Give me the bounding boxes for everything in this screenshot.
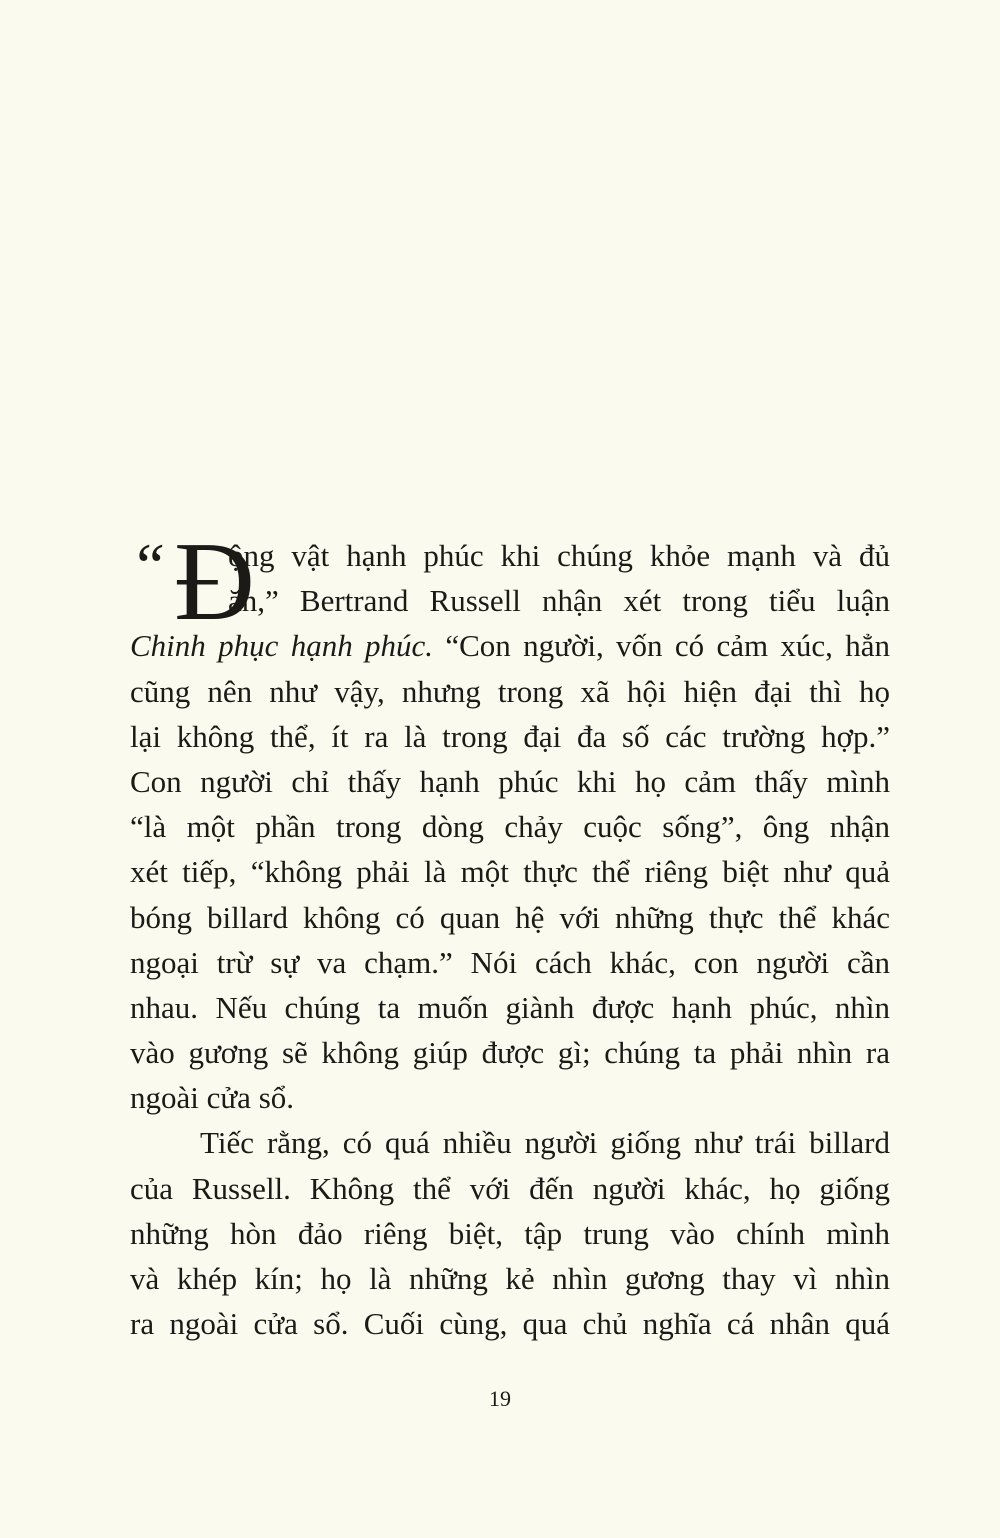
text-line: bóng billard không có quan hệ với những thực thể khác xyxy=(130,899,890,935)
text-line-rest: “Con người, vốn có cảm xúc, hẳn xyxy=(433,628,890,664)
text-line: lại không thể, ít ra là trong đại đa số các trường hợp.” xyxy=(130,718,890,754)
text-line: vào gương sẽ không giúp được gì; chúng ta phải nhìn ra xyxy=(130,1035,890,1071)
text-line: nhau. Nếu chúng ta muốn giành được hạnh phúc, nhìn xyxy=(130,989,890,1025)
text-line xyxy=(130,623,890,668)
body-text xyxy=(130,530,890,1346)
opening-quote-mark: “ xyxy=(130,530,166,601)
text-line: xét tiếp, “không phải là một thực thể riêng biệt như quả xyxy=(130,854,890,890)
book-title-italic: Chinh phục hạnh phúc. xyxy=(130,628,434,664)
text-line: “là một phần trong dòng chảy cuộc sống”, ông nhận xyxy=(130,809,890,845)
text-line: của Russell. Không thể với đến người khác, họ giống xyxy=(130,1170,890,1206)
text-line: ăn,” Bertrand Russell nhận xét trong tiểu luận xyxy=(228,583,890,619)
text-line: cũng nên như vậy, nhưng trong xã hội hiện đại thì họ xyxy=(130,673,890,709)
text-line: ngoại trừ sự va chạm.” Nói cách khác, con người cần xyxy=(130,944,890,980)
drop-cap-letter: Đ xyxy=(174,520,255,644)
page-number: 19 xyxy=(489,1386,511,1411)
text-line: ngoài cửa sổ. xyxy=(130,1080,295,1116)
text-line: Con người chỉ thấy hạnh phúc khi họ cảm thấy mình xyxy=(130,763,890,799)
text-line: những hòn đảo riêng biệt, tập trung vào chính mình xyxy=(130,1215,890,1251)
text-line: ra ngoài cửa sổ. Cuối cùng, qua chủ nghĩa cá nhân quá xyxy=(130,1306,890,1342)
text-line: và khép kín; họ là những kẻ nhìn gương thay vì nhìn xyxy=(130,1261,890,1296)
text-line: ộng vật hạnh phúc khi chúng khỏe mạnh và đủ xyxy=(228,538,890,573)
text-line: Tiếc rằng, có quá nhiều người giống như trái billard xyxy=(200,1125,890,1161)
